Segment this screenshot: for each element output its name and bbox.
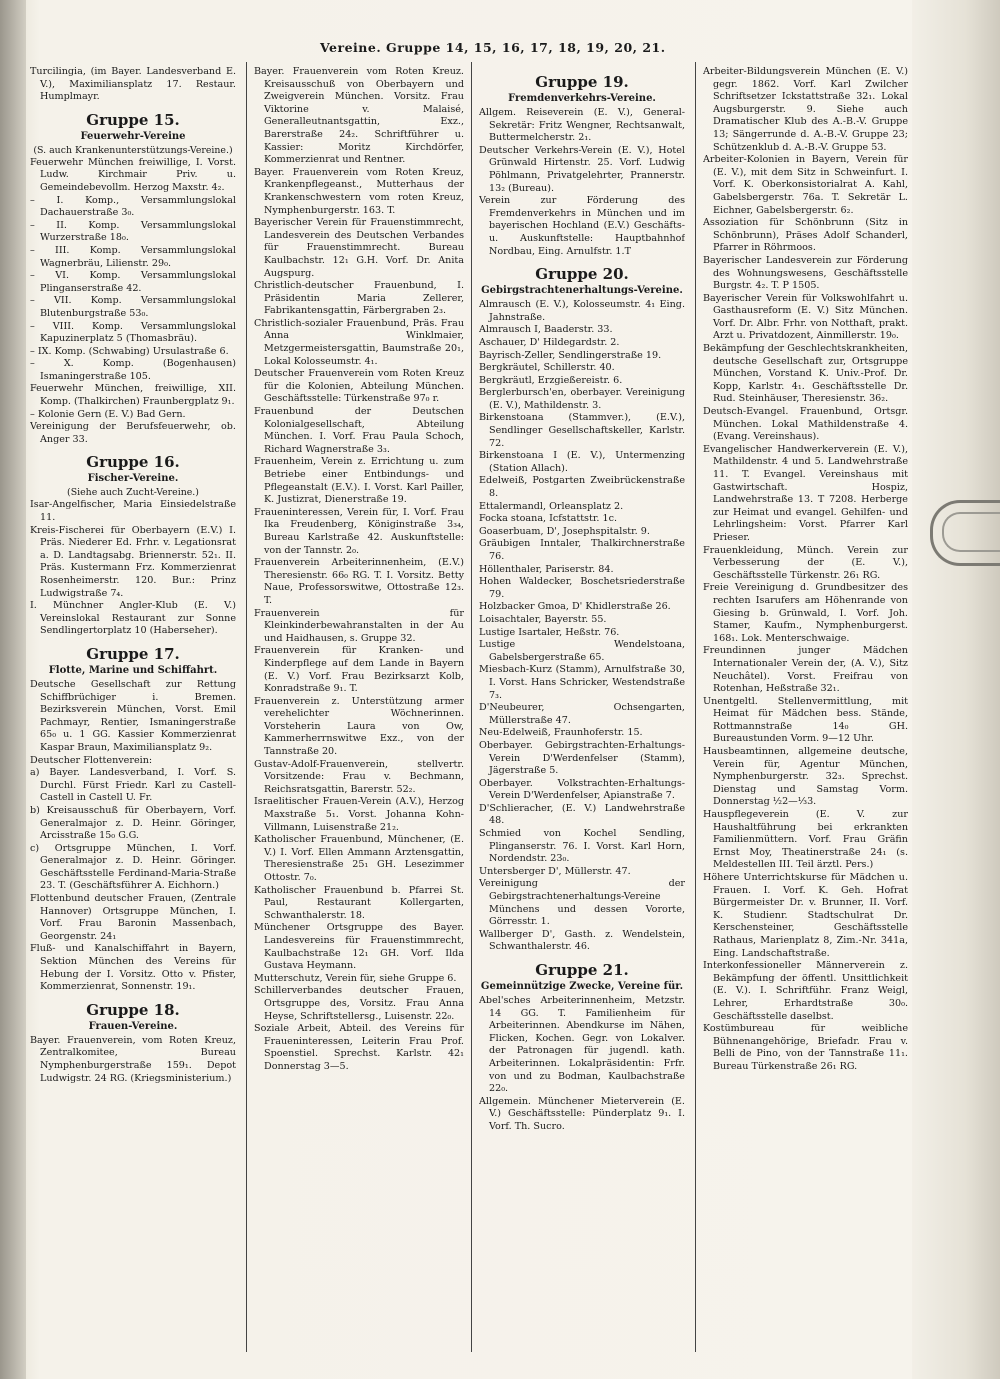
directory-entry: Münchener Ortsgruppe des Bayer. Landesvereins für Frauenstimmrecht, Kaulbachstraße 12₁ GH. Vorf. Ilda Gustava Heymann. xyxy=(254,922,464,972)
directory-entry: – X. Komp. (Bogenhausen) Ismaningerstraße 105. xyxy=(30,358,236,382)
directory-entry: Christlich-deutscher Frauenbund, I. Präsidentin Maria Zellerer, Fabrikantensgattin, Färbergraben 2₃. xyxy=(254,280,464,317)
paper-clip-inner xyxy=(942,512,1000,552)
directory-entry: Frauenbund der Deutschen Kolonialgesellschaft, Abteilung München. I. Vorf. Frau Paula Schoch, Richard Wagnerstraße 3₃. xyxy=(254,406,464,455)
directory-entry: – VI. Komp. Versammlungslokal Plinganserstraße 42. xyxy=(30,270,236,294)
directory-entry: Deutscher Verkehrs-Verein (E. V.), Hotel Grünwald Hirtenstr. 25. Vorf. Ludwig Pöhlmann, Privatgelehrter, Prannerstr. 13₂ (Bureau). xyxy=(479,144,685,194)
directory-entry: Vereinigung der Gebirgstrachtenerhaltungs-Vereine Münchens und dessen Vororte, Görresstr. 1. xyxy=(479,878,685,928)
directory-entry: Höhere Unterrichtskurse für Mädchen u. Frauen. I. Vorf. K. Geh. Hofrat Bürgermeister Dr. v. Brunner, II. Vorf. K. Studienr. Stadtschulrat Dr. Kerschensteiner, Geschäftsstelle Rathaus, Marienplatz 8, Zim.-Nr. 341a, Eing. Landschaftstraße. xyxy=(703,872,908,959)
directory-entry: Focka stoana, Icfstattstr. 1c. xyxy=(479,513,617,525)
facing-page-edge xyxy=(912,0,1000,1379)
directory-entry: Bayerischer Verein für Frauenstimmrecht, Landesverein des Deutschen Verbandes für Frauenstimmrecht. Bureau Kaulbachstr. 12₁ G.H. Vorf. Dr. Anita Augspurg. xyxy=(254,217,464,279)
directory-entry: Bayerischer Verein für Volkswohlfahrt u. Gasthausreform (E. V.) Sitz München. Vorf. Dr. Albr. Frhr. von Notthaft, prakt. Arzt u. Privatdozent, Ainmillerstr. 19₀. xyxy=(703,292,908,342)
directory-entry: Loisachtaler, Bayerstr. 55. xyxy=(479,613,607,625)
directory-entry: Allgemein. Münchener Mieterverein (E. V.) Geschäftsstelle: Pünderplatz 9₁. I. Vorf. Th. Sucro. xyxy=(479,1095,685,1132)
directory-entry: Katholischer Frauenbund b. Pfarrei St. Paul, Restaurant Kollergarten, Schwanthalerstr. 18. xyxy=(254,884,464,921)
directory-entry: – II. Komp. Versammlungslokal Wurzerstraße 18₀. xyxy=(30,219,236,244)
directory-entry: Gustav-Adolf-Frauenverein, stellvertr. Vorsitzende: Frau v. Bechmann, Reichsratsgattin, Barerstr. 52₂. xyxy=(254,758,464,795)
directory-entry: Isar-Angelfischer, Maria Einsiedelstraße 11. xyxy=(30,499,236,524)
directory-entry: Evangelischer Handwerkerverein (E. V.), Mathildenstr. 4 und 5. Landwehrstraße 11. T. Evangel. Vereinshaus mit Gastwirtschaft. Hospiz, Landwehrstraße 13. T 7208. Herberge zur Heimat und evangel. Gehilfen- und Lehrlingsheim: Vorst. Pfarrer Karl Prieser. xyxy=(703,443,908,543)
directory-entry: Edelweiß, Postgarten Zweibrückenstraße 8. xyxy=(479,475,685,500)
directory-entry: Frauenverein für Kranken- und Kinderpflege auf dem Lande in Bayern (E. V.) Vorf. Frau Bezirksarzt Kolb, Konradstraße 9₁. T. xyxy=(254,645,464,695)
directory-entry: Assoziation für Schönbrunn (Sitz in Schönbrunn), Präses Adolf Schanderl, Pfarrer in Röhrmoos. xyxy=(703,217,908,254)
directory-entry: Allgem. Reiseverein (E. V.), General-Sekretär: Fritz Wengner, Rechtsanwalt, Buttermelcherstr. 2₁. xyxy=(479,107,685,144)
directory-entry: Hauspflegeverein (E. V. zur Haushaltführung bei erkrankten Familienmüttern. Vorf. Frau Gräfin Ernst Moy, Theatinerstraße 24₁ (s. Meldestellen III. Teil ärztl. Pers.) xyxy=(703,809,908,871)
group-subheading: Gebirgstrachtenerhaltungs-Vereine. xyxy=(481,285,683,297)
directory-entry: Flottenbund deutscher Frauen, (Zentrale Hannover) Ortsgruppe München, I. Vorf. Frau Baronin Massenbach, Georgenstr. 24₁ xyxy=(30,893,236,942)
directory-entry: Almrausch I, Baaderstr. 33. xyxy=(479,324,613,336)
column-rule xyxy=(695,62,696,1352)
directory-entry: D'Schlieracher, (E. V.) Landwehrstraße 48. xyxy=(479,802,685,827)
directory-entry: Schmied von Kochel Sendling, Plinganserstr. 76. I. Vorst. Karl Horn, Nordendstr. 23₀. xyxy=(479,828,685,865)
directory-entry: Frauenverein z. Unterstützung armer verehelichter Wöchnerinnen. Vorsteherin Laura von Ow, Kammerherrnswitwe Exz., von der Tannstraße 20. xyxy=(254,695,464,758)
group-subheading: Feuerwehr-Vereine xyxy=(80,130,186,142)
directory-entry: Holzbacker Gmoa, D' Khidlerstraße 26. xyxy=(479,601,671,613)
directory-entry: – VII. Komp. Versammlungslokal Blutenburgstraße 53₀. xyxy=(30,295,236,319)
group-note: (Siehe auch Zucht-Vereine.) xyxy=(67,487,199,499)
group-heading: Gruppe 15. xyxy=(86,110,180,129)
group-subheading: Flotte, Marine und Schiffahrt. xyxy=(48,664,218,676)
directory-entry: Bergkräutel, Schillerstr. 40. xyxy=(479,362,615,374)
directory-entry: a) Bayer. Landesverband, I. Vorf. S. Durchl. Fürst Friedr. Karl zu Castell-Castell in Castell U. Fr. xyxy=(30,767,236,804)
group-note: (S. auch Krankenunterstützungs-Vereine.) xyxy=(33,144,233,156)
directory-entry: D'Neubeurer, Ochsengarten, Müllerstraße 47. xyxy=(479,702,685,726)
directory-entry: Bekämpfung der Geschlechtskrankheiten, deutsche Gesellschaft zur, Ortsgruppe München, Vorstand K. Univ.-Prof. Dr. Kopp, Karlstr. 4₁. Geschäftsstelle Dr. Rud. Steinhäuser, Theresienstr. 36₂. xyxy=(703,343,908,405)
directory-entry: Frauenkleidung, Münch. Verein zur Verbesserung der (E. V.), Geschäftsstelle Türkenstr. 26₁ RG. xyxy=(703,544,908,581)
group-subheading: Frauen-Vereine. xyxy=(88,1020,178,1032)
directory-entry: Christlich-sozialer Frauenbund, Präs. Frau Anna Winklmaier, Metzgermeistersgattin, Baumstraße 20₁, Lokal Kolosseumstr. 4₁. xyxy=(254,317,464,367)
directory-entry: Turcilingia, (im Bayer. Landesverband E. V.), Maximiliansplatz 17. Restaur. Humplmayr. xyxy=(30,66,236,103)
directory-entry: Freie Vereinigung d. Grundbesitzer des rechten Isarufers am Höhenrande von Giesing b. Grünwald, I. Vorf. Joh. Stamer, Kaufm., Nymphenburgerst. 168₁. Lok. Menterschwaige. xyxy=(703,582,908,644)
group-heading: Gruppe 17. xyxy=(86,644,180,663)
directory-entry: Deutscher Frauenverein vom Roten Kreuz für die Kolonien, Abteilung München. Geschäftsstelle: Türkenstraße 97₀ r. xyxy=(254,368,464,405)
column-rule xyxy=(471,62,472,1352)
directory-entry: – VIII. Komp. Versammlungslokal Kapuzinerplatz 5 (Thomasbräu). xyxy=(30,320,236,345)
group-heading: Gruppe 16. xyxy=(86,453,180,472)
directory-entry: Fraueninteressen, Verein für, I. Vorf. Frau Ika Freudenberg, Königinstraße 3₃₄, Bureau Karlstraße 42. Auskunftstelle: von der Tannstr. 2₀. xyxy=(254,506,464,556)
group-subheading: Gemeinnützige Zwecke, Vereine für. xyxy=(480,981,684,992)
directory-entry: Bayrisch-Zeller, Sendlingerstraße 19. xyxy=(479,349,662,361)
directory-entry: Bayer. Frauenverein, vom Roten Kreuz, Zentralkomitee, Bureau Nymphenburgerstraße 159₁. Depot Ludwigstr. 24 RG. (Kriegsministerium.) xyxy=(30,1034,236,1084)
column-1 xyxy=(30,66,236,1366)
directory-entry: Berglerbursch'en, oberbayer. Vereinigung (E. V.), Mathildenstr. 3. xyxy=(479,387,685,411)
directory-entry: b) Kreisausschuß für Oberbayern, Vorf. Generalmajor z. D. Heinr. Göringer, Arcisstraße 15₀ G.G. xyxy=(30,804,236,842)
directory-entry: Aschauer, D' Hildegardstr. 2. xyxy=(479,336,620,348)
directory-entry: Lustige Isartaler, Heßstr. 76. xyxy=(479,626,620,638)
directory-entry: Birkenstoana (Stammver.), (E.V.), Sendlinger Gesellschaftskeller, Karlstr. 72. xyxy=(479,412,685,449)
column-3 xyxy=(479,66,685,1366)
directory-entry: Kostümbureau für weibliche Bühnenangehörige, Briefadr. Frau v. Belli de Pino, von der Tannstraße 11₁. Bureau Türkenstraße 26₁ RG. xyxy=(703,1023,908,1072)
directory-entry: Arbeiter-Bildungsverein München (E. V.) gegr. 1862. Vorf. Karl Zwilcher Schriftsetzer Ickstattstraße 32₁. Lokal Augsburgerstr. 9. Siehe auch Dramatischer Klub des A.-B.-V. Gruppe 13; Sängerrunde d. A.-B.-V. Gruppe 23; Schützenklub d. A.-B.-V. Gruppe 53. xyxy=(703,66,908,153)
directory-entry: Abel'sches Arbeiterinnenheim, Metzstr. 14 GG. T. Familienheim für Arbeiterinnen. Abendkurse im Nähen, Flicken, Kochen. Gegr. von Lokalver. der Patronagen für jugendl. kath. Arbeiterinnen. Lokalpräsidentin: Frfr. von und zu Bodman, Kaulbachstraße 22₀. xyxy=(479,995,685,1095)
directory-entry: Wallberger D', Gasth. z. Wendelstein, Schwanthalerstr. 46. xyxy=(479,928,685,953)
directory-entry: Höllenthaler, Pariserstr. 84. xyxy=(479,563,614,575)
directory-entry: Schillerverbandes deutscher Frauen, Ortsgruppe des, Vorsitz. Frau Anna Heyse, Schriftstellersg., Luisenstr. 22₀. xyxy=(254,985,464,1022)
group-heading: Gruppe 21. xyxy=(535,961,629,979)
directory-entry: Deutsche Gesellschaft zur Rettung Schiffbrüchiger i. Bremen. Bezirksverein München, Vorst. Emil Pachmayr, Rentier, Ismaningerstraße 65₀ u. 1 GG. Kassier Kommerzienrat Kaspar Braun, Maximiliansplatz 9₂. xyxy=(30,678,236,753)
directory-entry: Untersberger D', Müllerstr. 47. xyxy=(479,865,631,877)
directory-entry: – IX. Komp. (Schwabing) Ursulastraße 6. xyxy=(30,345,229,357)
directory-entry: Almrausch (E. V.), Kolosseumstr. 4₁ Eing. Jahnstraße. xyxy=(479,299,685,323)
directory-entry: Goaserbuam, D', Josephspitalstr. 9. xyxy=(479,525,650,537)
column-2 xyxy=(254,66,464,1366)
directory-entry: Ettalermandl, Orleansplatz 2. xyxy=(479,500,624,512)
directory-entry: Freundinnen junger Mädchen Internationaler Verein der, (A. V.), Sitz Neuchâtel). Vorst. Freifrau von Rotenhan, Heßstraße 32₁. xyxy=(703,645,908,695)
directory-entry: Bayer. Frauenverein vom Roten Kreuz. Kreisausschuß von Oberbayern und Zweigverein München. Vorsitz. Frau Viktorine v. Malaisé, Generalleutnantsgattin, Exz., Barerstraße 24₂. Schriftführer u. Kassier: Moritz Kirchdörfer, Kommerzienrat und Rentner. xyxy=(254,66,464,166)
directory-entry: c) Ortsgruppe München, I. Vorf. Generalmajor z. D. Heinr. Göringer. Geschäftsstelle Ferdinand-Maria-Straße 23. T. (Geschäftsführer A. Eichhorn.) xyxy=(30,842,236,892)
directory-entry: Hausbeamtinnen, allgemeine deutsche, Verein für, Agentur München, Nymphenburgerstr. 32₃. Sprechst. Dienstag und Samstag Vorm. Donnerstag ½2—⅓3. xyxy=(703,746,908,808)
directory-entry: Unentgeltl. Stellenvermittlung, mit Heimat für Mädchen bess. Stände, Rottmannstraße 14₀ GH. Bureaustunden Vorm. 9—12 Uhr. xyxy=(703,695,908,745)
directory-entry: Mutterschutz, Verein für, siehe Gruppe 6. xyxy=(254,972,457,984)
directory-entry: – III. Komp. Versammlungslokal Wagnerbräu, Lilienstr. 29₀. xyxy=(30,244,236,269)
directory-entry: Frauenverein Arbeiterinnenheim, (E.V.) Theresienstr. 66₀ RG. T. I. Vorsitz. Betty Naue, Professorswitwe, Ottostraße 12₃. T. xyxy=(254,557,464,606)
directory-entry: Lustige Wendelstoana, Gabelsbergerstraße 65. xyxy=(479,639,685,663)
directory-entry: Interkonfessioneller Männerverein z. Bekämpfung der öffentl. Unsittlichkeit (E. V.). I. Schriftführ. Franz Weigl, Lehrer, Erhardtstraße 30₀. Geschäftsstelle daselbst. xyxy=(703,960,908,1022)
directory-entry: Deutsch-Evangel. Frauenbund, Ortsgr. München. Lokal Mathildenstraße 4. (Evang. Vereinshaus). xyxy=(703,406,908,443)
group-subheading: Fischer-Vereine. xyxy=(87,473,179,485)
column-4 xyxy=(703,66,908,1366)
group-subheading: Fremdenverkehrs-Vereine. xyxy=(508,93,656,104)
page-header xyxy=(250,38,930,60)
group-heading: Gruppe 19. xyxy=(535,73,629,91)
group-heading: Gruppe 20. xyxy=(535,265,629,284)
directory-entry: Hohen Waldecker, Boschetsriederstraße 79. xyxy=(479,576,685,600)
running-title: Vereine. Gruppe 14, 15, 16, 17, 18, 19, 20, 21. xyxy=(320,40,666,55)
directory-entry: Soziale Arbeit, Abteil. des Vereins für Fraueninteressen, Leiterin Frau Prof. Spoenstiel. Sprechst. Karlstr. 42₁ Donnerstag 3—5. xyxy=(254,1023,464,1072)
directory-entry: – I. Komp., Versammlungslokal Dachauerstraße 3₀. xyxy=(30,194,236,219)
directory-entry: Bergkräutl, Erzgießereistr. 6. xyxy=(479,374,623,386)
directory-entry: Frauenheim, Verein z. Errichtung u. zum Betriebe einer Entbindungs- und Pflegeanstalt (E.V.). I. Vorst. Karl Pailler, K. Justizrat, Dienerstraße 19. xyxy=(254,456,464,506)
directory-entry: Verein zur Förderung des Fremdenverkehrs in München und im bayerischen Hochland (E.V.) Geschäfts- u. Auskunftstelle: Hauptbahnhof Nordbau, Eing. Arnulfstr. 1.T xyxy=(479,195,685,257)
directory-entry: Gräubigen Inntaler, Thalkirchnerstraße 76. xyxy=(479,538,685,562)
directory-entry: I. Münchner Angler-Klub (E. V.) Vereinslokal Restaurant zur Sonne Sendlingertorplatz 10 (Haberseher). xyxy=(30,600,236,637)
directory-entry: Arbeiter-Kolonien in Bayern, Verein für (E. V.), mit dem Sitz in Schweinfurt. I. Vorf. K. Oberkonsistorialrat A. Kahl, Gabelsbergerstr. 76a. T. Sekretär L. Eichner, Gabelsbergerstr. 6₂. xyxy=(703,154,908,216)
directory-entry: Fluß- und Kanalschiffahrt in Bayern, Sektion München des Vereins für Hebung der I. Vorsitz. Otto v. Pfister, Kommerzienrat, Sonnenstr. 19₁. xyxy=(30,943,236,993)
directory-entry: Oberbayer. Gebirgstrachten-Erhaltungs-Verein D'Werdenfelser (Stamm), Jägerstraße 5. xyxy=(479,739,685,777)
directory-entry: Birkenstoana I (E. V.), Untermenzing (Station Allach). xyxy=(479,450,685,474)
directory-entry: Neu-Edelweiß, Fraunhoferstr. 15. xyxy=(479,727,643,739)
directory-entry: Vereinigung der Berufsfeuerwehr, ob. Anger 33. xyxy=(30,421,236,445)
directory-entry: Miesbach-Kurz (Stamm), Arnulfstraße 30, I. Vorst. Hans Schricker, Westendstraße 7₃. xyxy=(479,664,685,701)
directory-entry: Bayer. Frauenverein vom Roten Kreuz, Krankenpflegeanst., Mutterhaus der Krankenschwestern vom roten Kreuz, Nymphenburgerstr. 163. T. xyxy=(254,166,464,216)
directory-entry: Feuerwehr München, freiwillige, XII. Komp. (Thalkirchen) Fraunbergplatz 9₁. xyxy=(30,383,236,408)
directory-entry: Frauenverein für Kleinkinderbewahranstalten in der Au und Haidhausen, s. Gruppe 32. xyxy=(254,607,464,644)
directory-entry: Katholischer Frauenbund, Münchener, (E. V.) I. Vorf. Ellen Ammann Arztensgattin, Theresienstraße 25₁ GH. Lesezimmer Ottostr. 7₀. xyxy=(254,834,464,883)
directory-entry: Feuerwehr München freiwillige, I. Vorst. Ludw. Kirchmair Priv. u. Gemeindebevollm. Herzog Maxstr. 4₂. xyxy=(30,156,236,193)
directory-entry: Deutscher Flottenverein: xyxy=(30,754,153,766)
column-rule xyxy=(246,62,247,1352)
directory-entry: – Kolonie Gern (E. V.) Bad Gern. xyxy=(30,408,186,420)
directory-entry: Bayerischer Landesverein zur Förderung des Wohnungswesens, Geschäftsstelle Burgstr. 4₂. T. P 1505. xyxy=(703,254,908,292)
directory-entry: Israelitischer Frauen-Verein (A.V.), Herzog Maxstraße 5₁. Vorst. Johanna Kohn-Villmann, Luisenstraße 21₂. xyxy=(254,796,464,833)
directory-entry: Kreis-Fischerei für Oberbayern (E.V.) I. Präs. Niederer Ed. Frhr. v. Legationsrat a. D. Landtagsabg. Briennerstr. 52₁. II. Präs. Kustermann Frz. Kommerzienrat Rosenheimerstr. 120. Bur.: Prinz Ludwigstraße 7₄. xyxy=(30,524,236,599)
directory-entry: Oberbayer. Volkstrachten-Erhaltungs-Verein D'Werdenfelser, Apianstraße 7. xyxy=(479,777,685,802)
group-heading: Gruppe 18. xyxy=(86,1000,180,1019)
book-binding xyxy=(0,0,26,1379)
